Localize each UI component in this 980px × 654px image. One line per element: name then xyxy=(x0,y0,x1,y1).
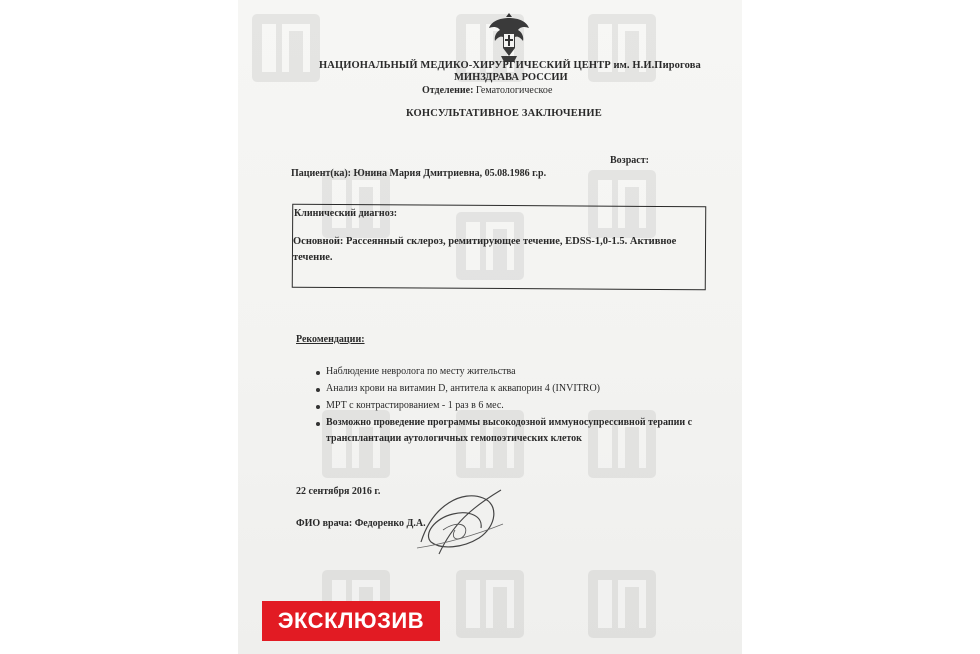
doctor-label: ФИО врача: xyxy=(296,518,353,529)
document-title: КОНСУЛЬТАТИВНОЕ ЗАКЛЮЧЕНИЕ xyxy=(406,108,602,119)
exclusive-badge: ЭКСКЛЮЗИВ xyxy=(262,601,440,641)
patient-value: Юнина Мария Дмитриевна, 05.08.1986 г.р. xyxy=(353,168,547,179)
diagnosis-title: Клинический диагноз: xyxy=(294,208,398,219)
diagnosis-main xyxy=(293,236,676,247)
watermark-icon xyxy=(456,570,524,638)
recommendation-item: Наблюдение невролога по месту жительства xyxy=(326,366,516,377)
recommendation-item: Возможно проведение программы высокодозной иммуносупрессивной терапии с xyxy=(326,417,693,428)
recommendation-item: МРТ с контрастированием - 1 раз в 6 мес. xyxy=(326,400,504,411)
department xyxy=(422,85,552,96)
bullet-icon xyxy=(316,405,320,409)
diagnosis-continuation: течение. xyxy=(293,252,333,263)
doctor-value: Федоренко Д.А. xyxy=(354,518,426,529)
doctor-line xyxy=(296,518,426,529)
recommendation-item: Анализ крови на витамин D, антитела к аквапорин 4 (INVITRO) xyxy=(326,383,600,394)
patient-line xyxy=(291,168,546,179)
recommendations-title: Рекомендации: xyxy=(296,334,365,345)
watermark-icon xyxy=(588,570,656,638)
russian-eagle-crest-icon xyxy=(486,10,532,64)
document-page xyxy=(238,0,742,654)
document-date: 22 сентября 2016 г. xyxy=(296,486,381,497)
watermark-icon xyxy=(588,14,656,82)
bullet-icon xyxy=(316,371,320,375)
diagnosis-main-value: Рассеянный склероз, ремитирующее течение, EDSS-1,0-1.5. Активное xyxy=(346,236,677,247)
diagnosis-main-label: Основной: xyxy=(293,236,344,247)
header-ministry: МИНЗДРАВА РОССИИ xyxy=(454,72,568,83)
bullet-icon xyxy=(316,422,320,426)
department-value: Гематологическое xyxy=(475,85,553,96)
header-institution: НАЦИОНАЛЬНЫЙ МЕДИКО-ХИРУРГИЧЕСКИЙ ЦЕНТР им. Н.И.Пирогова xyxy=(319,60,701,71)
age-label: Возраст: xyxy=(610,155,649,166)
recommendation-item-continued: трансплантации аутологичных гемопоэтических клеток xyxy=(326,433,582,444)
department-label: Отделение: xyxy=(422,85,474,96)
patient-label: Пациент(ка): xyxy=(291,168,352,179)
signature-stamp-icon xyxy=(413,484,509,562)
bullet-icon xyxy=(316,388,320,392)
watermark-icon xyxy=(252,14,320,82)
